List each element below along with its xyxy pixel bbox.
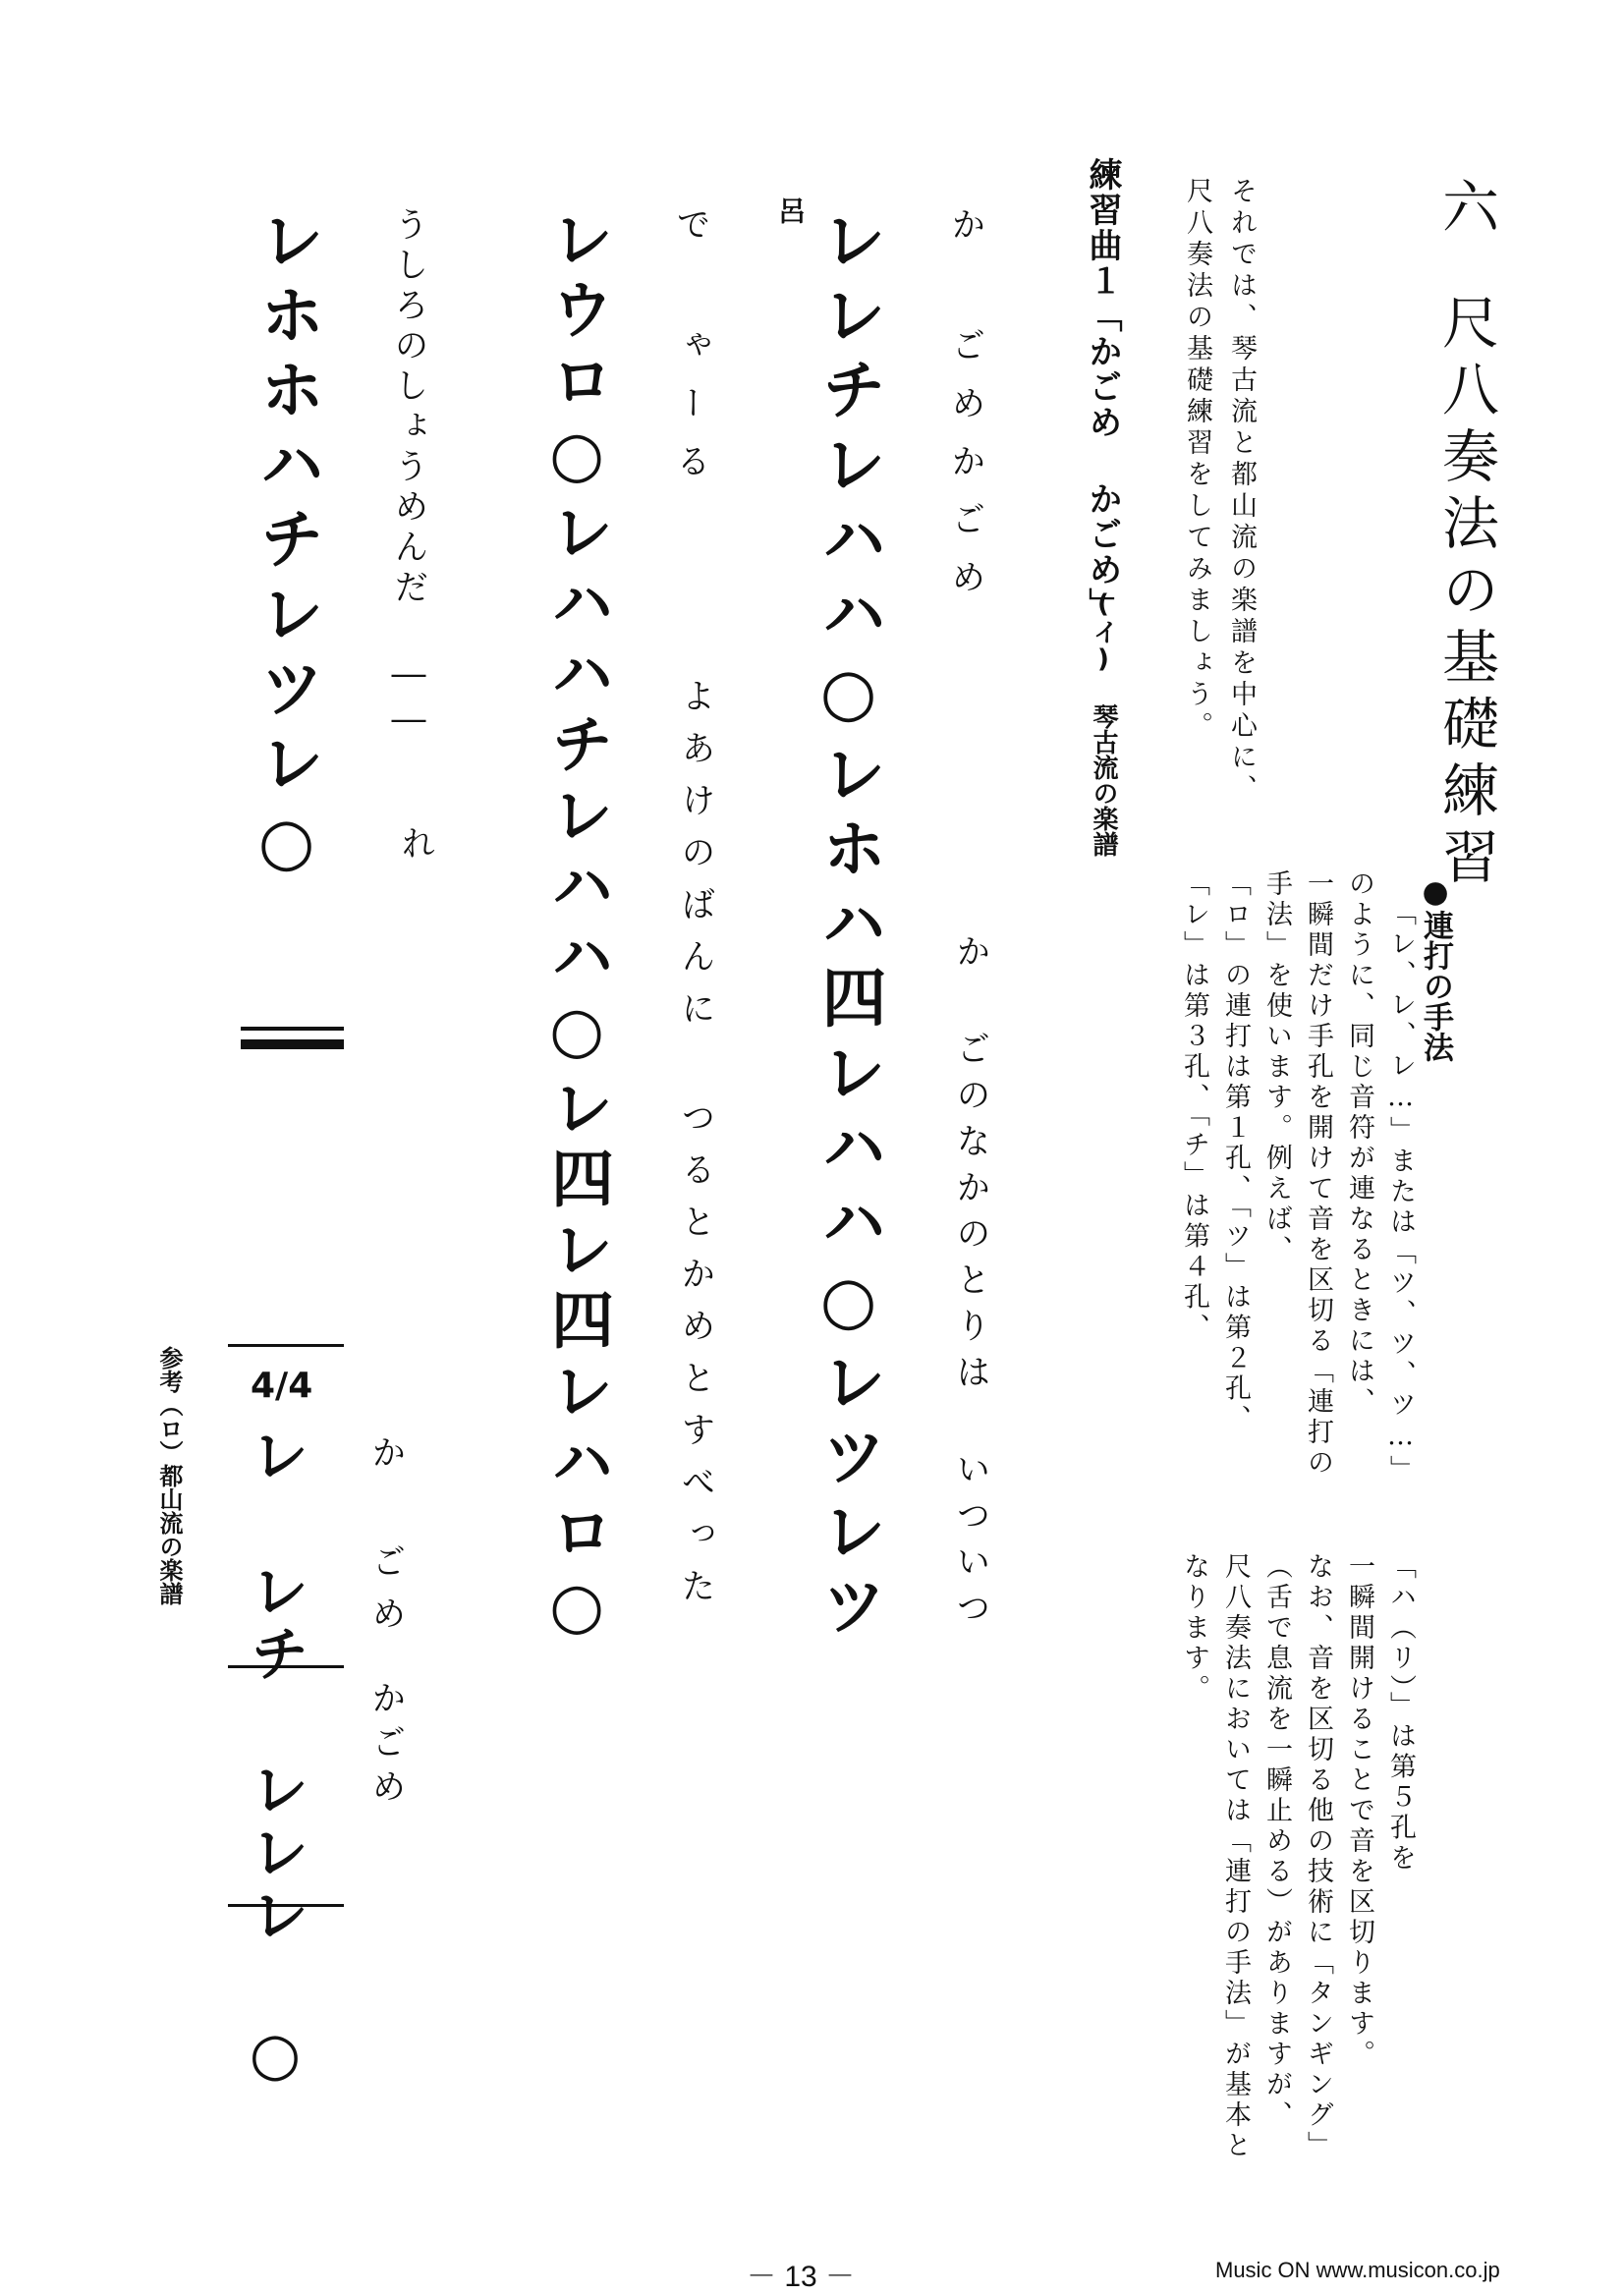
technique-line-2: のように、同じ音符が連なるときには、: [1344, 869, 1374, 1418]
technique-line-3: 一瞬間だけ手孔を開けて音を区切る「連打の: [1303, 869, 1333, 1479]
technique-line-1: 「レ、レ、レ…」または「ツ、ツ、ツ…」: [1385, 899, 1416, 1485]
tozan-lyric-2: かごめ: [366, 1680, 406, 1813]
tozan-lyric-1: か ごめ: [366, 1434, 406, 1648]
exercise-title: 練習曲１「かごめ かごめ」: [1083, 157, 1122, 623]
exercise-subtitle: (イ) 琴古流の楽譜: [1089, 589, 1118, 857]
score-col3-notes: レホホハチレツレ○: [249, 206, 324, 889]
footer-site: Music ON www.musicon.co.jp: [1215, 2258, 1500, 2282]
tozan-notes: レ レチ レレレ ○: [241, 1425, 309, 2093]
end-barline-thick: [241, 1039, 344, 1049]
tozan-barline-top: [228, 1344, 344, 1347]
end-barline-thin: [241, 1027, 344, 1031]
score-col3-lyric2: れ: [396, 825, 435, 860]
score-col2-notes: レウロ○レハハチレハハ○レ四レ四レハロ○: [540, 206, 613, 1651]
score-col1-marker: 呂: [774, 196, 807, 224]
tozan-time-signature: 4/4: [251, 1366, 313, 1406]
score-col1-notes: レレチレハハ○レホハ四レハハ○レツレツ: [811, 206, 886, 1647]
score-col2-lyric2: よあけのばんに つるとかめとすべった: [676, 678, 715, 1620]
score-col1-lyric2: か ごのなかのとりは いついつ: [951, 933, 990, 1636]
technique-line-10: （舌で息流を一瞬止める）がありますが、: [1261, 1552, 1292, 2131]
section-title-text: 尺八奏法の基礎練習: [1432, 293, 1499, 894]
technique-line-5: 「ロ」の連打は第１孔、「ツ」は第２孔、: [1220, 869, 1251, 1435]
technique-line-9: なお、音を区切る他の技術に「タンギング」: [1303, 1552, 1333, 2161]
page-number: － 13 －: [747, 2261, 856, 2293]
tozan-label: 参考（ロ）都山流の楽譜: [155, 1346, 183, 1605]
intro-line-2: 尺八奏法の基礎練習をしてみましょう。: [1182, 177, 1212, 743]
score-col3-lyric: うしろのしょうめんだ ――: [389, 206, 428, 745]
score-col2-lyric: で ゃーる: [671, 206, 710, 501]
score-col1-lyric: か ごめかごめ: [946, 206, 985, 617]
intro-line-1: それでは、琴古流と都山流の楽譜を中心に、: [1226, 177, 1257, 806]
technique-line-4: 手法」を使います。例えば、: [1261, 869, 1292, 1265]
technique-line-8: 一瞬間開けることで音を区切ります。: [1344, 1552, 1374, 2070]
technique-line-11: 尺八奏法においては「連打の手法」が基本と: [1220, 1552, 1251, 2161]
technique-line-7: 「ハ（リ）」は第５孔を: [1385, 1552, 1416, 1875]
technique-line-12: なります。: [1179, 1552, 1209, 1705]
section-number: 六: [1432, 177, 1499, 244]
section-title: [1432, 177, 1499, 894]
technique-heading: ●連打の手法: [1418, 874, 1453, 1062]
technique-line-6: 「レ」は第３孔、「チ」は第４孔、: [1179, 869, 1209, 1344]
